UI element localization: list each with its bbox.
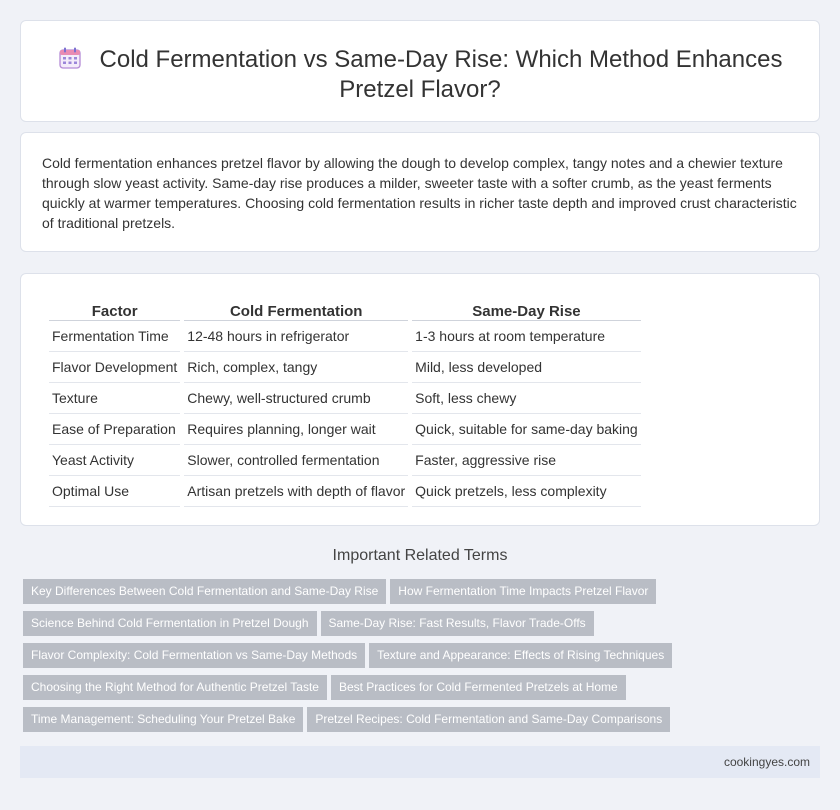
header-same-day: Same-Day Rise [412, 294, 641, 321]
table-row [49, 476, 641, 507]
table-cell: Flavor Development [49, 352, 180, 383]
comparison-card [20, 273, 820, 526]
related-term-tag[interactable]: Science Behind Cold Fermentation in Pretzel Dough [23, 611, 317, 636]
related-term-tag[interactable]: Choosing the Right Method for Authentic Pretzel Taste [23, 675, 327, 700]
table-row [49, 321, 641, 352]
table-cell: Artisan pretzels with depth of flavor [184, 476, 408, 507]
header-factor: Factor [49, 294, 180, 321]
table-cell: Mild, less developed [412, 352, 641, 383]
table-row [49, 414, 641, 445]
intro-paragraph: Cold fermentation enhances pretzel flavor by allowing the dough to develop complex, tangy notes and a chewier texture through slow yeast activity. Same-day rise produces a milder, sweeter taste with a softer crumb, as the yeast ferments quickly at warmer temperatures. Choosing cold fermentation results in richer taste depth and improved crust characteristic of traditional pretzels. [42, 155, 797, 231]
calendar-icon [58, 46, 82, 70]
table-cell: Quick pretzels, less complexity [412, 476, 641, 507]
table-row [49, 445, 641, 476]
table-cell: Optimal Use [49, 476, 180, 507]
tag-row [23, 611, 823, 643]
related-term-tag[interactable]: Texture and Appearance: Effects of Rising Techniques [369, 643, 672, 668]
footer-site-link[interactable]: cookingyes.com [723, 755, 810, 769]
related-term-tag[interactable]: Time Management: Scheduling Your Pretzel Bake [23, 707, 303, 732]
related-term-tag[interactable]: Flavor Complexity: Cold Fermentation vs Same-Day Methods [23, 643, 365, 668]
related-term-tag[interactable]: Best Practices for Cold Fermented Pretzels at Home [331, 675, 626, 700]
table-cell: Quick, suitable for same-day baking [412, 414, 641, 445]
related-terms-heading: Important Related Terms [332, 547, 508, 564]
related-term-tag[interactable]: Same-Day Rise: Fast Results, Flavor Trade-Offs [321, 611, 594, 636]
footer [20, 746, 820, 778]
table-cell: Chewy, well-structured crumb [184, 383, 408, 414]
tag-row [23, 579, 823, 611]
table-cell: Rich, complex, tangy [184, 352, 408, 383]
table-cell: 12-48 hours in refrigerator [184, 321, 408, 352]
title-line-1: Cold Fermentation vs Same-Day Rise: Which Method Enhances [99, 46, 783, 73]
table-header-row [49, 294, 641, 321]
table-cell: Faster, aggressive rise [412, 445, 641, 476]
related-terms-list [23, 579, 823, 739]
table-cell: Slower, controlled fermentation [184, 445, 408, 476]
table-row [49, 352, 641, 383]
title-card [20, 20, 820, 122]
related-term-tag[interactable]: Pretzel Recipes: Cold Fermentation and Same-Day Comparisons [307, 707, 670, 732]
table-cell: Soft, less chewy [412, 383, 641, 414]
table-cell: 1-3 hours at room temperature [412, 321, 641, 352]
table-cell: Yeast Activity [49, 445, 180, 476]
table-cell: Fermentation Time [49, 321, 180, 352]
table-cell: Texture [49, 383, 180, 414]
table-cell: Requires planning, longer wait [184, 414, 408, 445]
intro-card [20, 132, 820, 252]
comparison-table [45, 294, 645, 507]
header-cold: Cold Fermentation [184, 294, 408, 321]
table-cell: Ease of Preparation [49, 414, 180, 445]
tag-row [23, 707, 823, 739]
tag-row [23, 675, 823, 707]
title-line-2: Pretzel Flavor? [339, 76, 501, 103]
page-title [21, 45, 819, 105]
related-term-tag[interactable]: How Fermentation Time Impacts Pretzel Flavor [390, 579, 656, 604]
related-term-tag[interactable]: Key Differences Between Cold Fermentation and Same-Day Rise [23, 579, 386, 604]
tag-row [23, 643, 823, 675]
table-row [49, 383, 641, 414]
